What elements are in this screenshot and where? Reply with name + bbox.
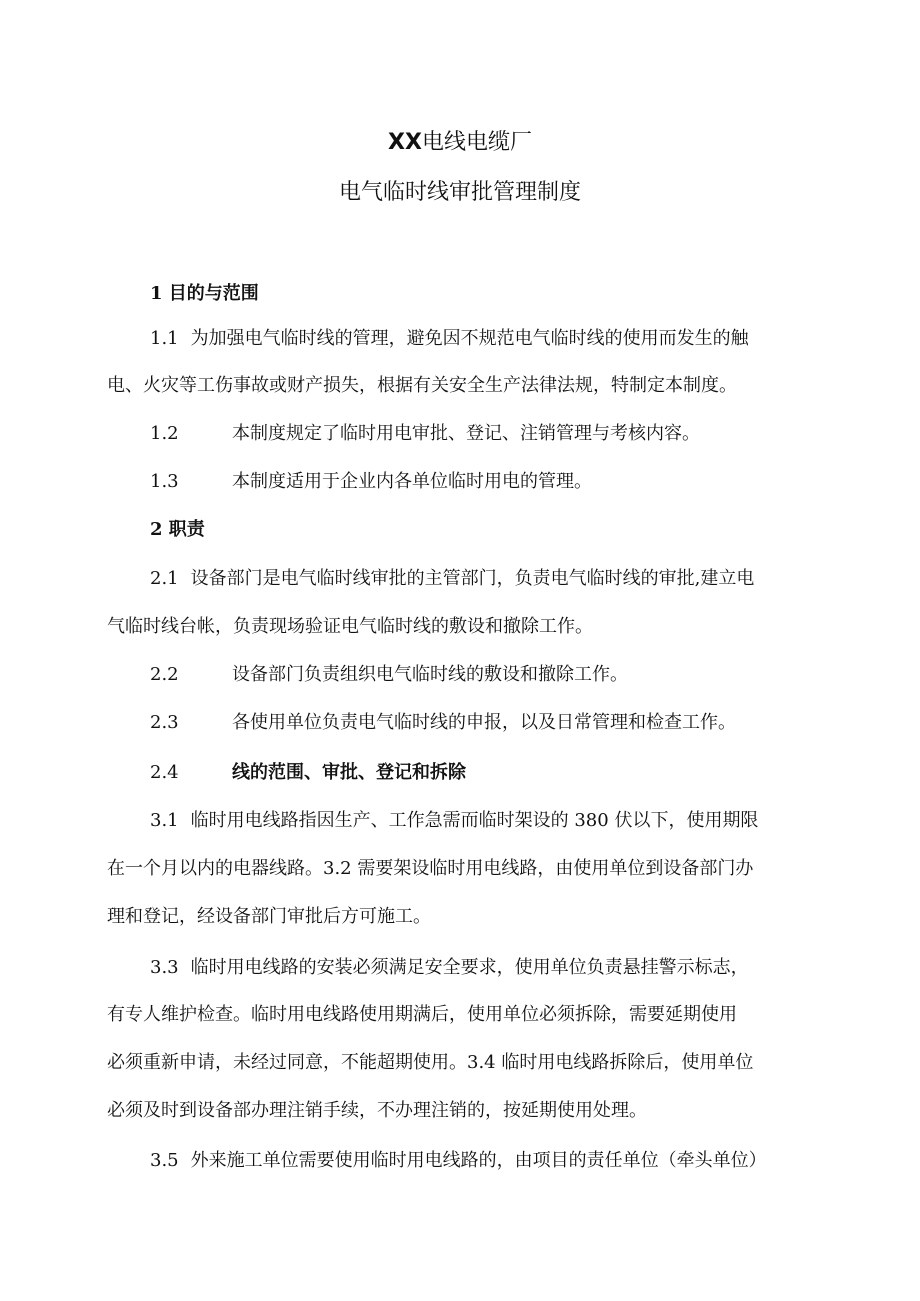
paragraph-text: 各使用单位负责电气临时线的申报，以及日常管理和检查工作。 [232, 712, 736, 733]
paragraph-1-1-line-1 [150, 326, 749, 352]
section-2-heading [150, 517, 205, 543]
paragraph-text: 设备部门负责组织电气临时线的敷设和撤除工作。 [232, 664, 628, 685]
paragraph-text: 为加强电气临时线的管理，避免因不规范电气临时线的使用而发生的触 [190, 328, 749, 349]
paragraph-3-3-line-4: 必须及时到设备部办理注销手续，不办理注销的，按延期使用处理。 [107, 1100, 647, 1121]
paragraph-text: 本制度适用于企业内各单位临时用电的管理。 [232, 471, 592, 492]
clause-number: 1.2 [150, 423, 179, 444]
paragraph-text: 本制度规定了临时用电审批、登记、注销管理与考核内容。 [232, 423, 700, 444]
section-2-heading-text: 2 职责 [150, 519, 205, 540]
clause-number: 1.3 [150, 471, 179, 492]
paragraph-1-3 [150, 469, 850, 495]
clause-number: 2.2 [150, 664, 179, 685]
clause-number: 3.5 [150, 1150, 179, 1171]
paragraph-text: 临时用电线路指因生产、工作急需而临时架设的 380 伏以下，使用期限 [190, 810, 759, 831]
paragraph-3-1-line-2: 在一个月以内的电器线路。3.2 需要架设临时用电线路，由使用单位到设备部门办 [107, 858, 754, 879]
clause-number: 3.1 [150, 810, 179, 831]
paragraph-2-4 [150, 760, 850, 786]
paragraph-1-1-line-2: 电、火灾等工伤事故或财产损失，根据有关安全生产法律法规，特制定本制度。 [107, 375, 737, 396]
paragraph-text: 设备部门是电气临时线审批的主管部门，负责电气临时线的审批,建立电 [190, 568, 755, 589]
company-title [0, 128, 920, 158]
section-1-heading [150, 281, 259, 307]
paragraph-3-3-line-1 [150, 955, 749, 981]
paragraph-3-5-line-1 [150, 1148, 767, 1174]
clause-number: 2.4 [150, 762, 179, 783]
document-title: 电气临时线审批管理制度 [338, 180, 581, 205]
section-1-heading-text: 1 目的与范围 [150, 283, 259, 304]
clause-number: 2.3 [150, 712, 179, 733]
paragraph-text: 临时用电线路的安装必须满足安全要求，使用单位负责悬挂警示标志， [190, 957, 749, 978]
company-name: 电线电缆厂 [421, 130, 532, 155]
section-3-heading: 线的范围、审批、登记和拆除 [232, 762, 466, 783]
paragraph-3-3-line-3: 必须重新申请，未经过同意，不能超期使用。3.4 临时用电线路拆除后，使用单位 [107, 1052, 754, 1073]
clause-number: 3.3 [150, 957, 179, 978]
paragraph-3-3-line-2: 有专人维护检查。临时用电线路使用期满后，使用单位必须拆除，需要延期使用 [107, 1004, 737, 1025]
paragraph-2-2 [150, 662, 850, 688]
paragraph-3-1-line-1 [150, 808, 758, 834]
paragraph-2-3 [150, 710, 850, 736]
paragraph-2-1-line-2: 气临时线台帐，负责现场验证电气临时线的敷设和撤除工作。 [107, 616, 593, 637]
clause-number: 1.1 [150, 328, 179, 349]
paragraph-1-2 [150, 421, 850, 447]
clause-number: 2.1 [150, 568, 179, 589]
paragraph-3-1-line-3: 理和登记，经设备部门审批后方可施工。 [107, 906, 431, 927]
paragraph-text: 外来施工单位需要使用临时用电线路的，由项目的责任单位（牵头单位） [190, 1150, 767, 1171]
paragraph-2-1-line-1 [150, 566, 754, 592]
company-prefix: XX [388, 130, 422, 155]
